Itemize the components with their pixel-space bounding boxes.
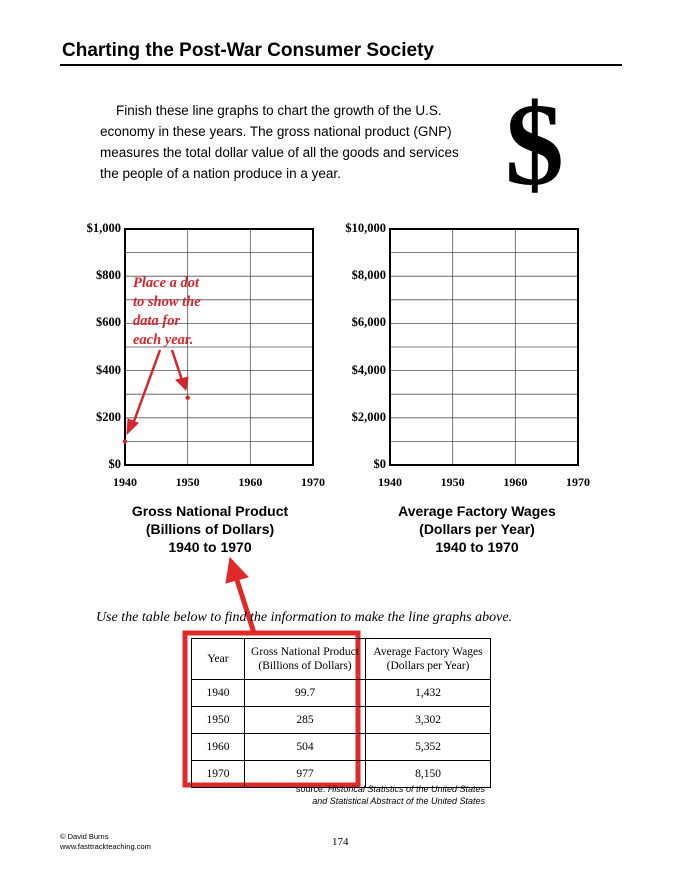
arrow-head — [176, 377, 188, 390]
annotation-line: each year. — [133, 332, 194, 348]
chart-title-line: (Dollars per Year) — [419, 521, 535, 537]
gnp-x-tick-label: 1940 — [113, 475, 137, 489]
gnp-x-tick-label: 1970 — [301, 475, 325, 489]
intro-line: measures the total dollar value of all the goods and services — [100, 145, 459, 160]
wages-x-tick-label: 1970 — [566, 475, 590, 489]
annotation-line: to show the — [133, 294, 201, 310]
table-cell: 1950 — [192, 707, 245, 734]
gnp-y-tick-label: $400 — [96, 362, 121, 377]
source-citation: source: Historical Statistics of the United States and Statistical Abstract of the United States — [295, 784, 485, 806]
gnp-y-tick-label: $1,000 — [86, 221, 121, 235]
wages-x-tick-label: 1950 — [440, 475, 465, 489]
table-header-year: Year — [192, 639, 245, 680]
table-cell: 8,150 — [366, 761, 491, 788]
chart-title-line: 1940 to 1970 — [168, 539, 252, 555]
table-cell: 285 — [245, 707, 366, 734]
chart-title-line: Average Factory Wages — [398, 503, 556, 519]
table-row — [192, 680, 491, 707]
intro-line: economy in these years. The gross national product (GNP) — [100, 124, 452, 139]
page-title: Charting the Post-War Consumer Society — [62, 40, 434, 61]
wages-chart-grid — [390, 229, 578, 465]
chart-title-line: (Billions of Dollars) — [145, 521, 275, 537]
copyright: © David Burns www.fasttrackteaching.com — [60, 832, 151, 851]
annotation-note — [133, 274, 201, 350]
gnp-chart-points — [123, 396, 190, 444]
annotation-line: Place a dot — [133, 275, 200, 291]
intro-line: the people of a nation produce in a year. — [100, 166, 341, 181]
wages-y-tick-label: $10,000 — [345, 221, 386, 235]
gnp-data-point — [185, 396, 189, 400]
data-table — [191, 638, 491, 788]
table-cell: 3,302 — [366, 707, 491, 734]
wages-y-tick-label: $8,000 — [351, 268, 386, 283]
gnp-x-tick-label: 1960 — [238, 475, 263, 489]
table-cell: 1960 — [192, 734, 245, 761]
table-cell: 1970 — [192, 761, 245, 788]
gnp-x-tick-label: 1950 — [175, 475, 200, 489]
gnp-data-point — [123, 439, 127, 443]
table-row — [192, 734, 491, 761]
gnp-y-tick-label: $800 — [96, 268, 121, 283]
arrow-head — [127, 419, 138, 434]
wages-y-tick-label: $2,000 — [351, 409, 386, 424]
gnp-y-tick-label: $200 — [96, 409, 121, 424]
page-number: 174 — [332, 836, 349, 848]
wages-y-tick-label: $0 — [373, 457, 386, 471]
wages-chart-title — [347, 502, 607, 556]
table-cell: 99.7 — [245, 680, 366, 707]
dollar-sign-icon: $ — [505, 79, 564, 210]
wages-x-tick-label: 1960 — [503, 475, 528, 489]
chart-title-line: 1940 to 1970 — [435, 539, 519, 555]
gnp-chart-title — [80, 502, 340, 556]
table-header-wages: Average Factory Wages (Dollars per Year) — [366, 639, 491, 680]
table-cell: 5,352 — [366, 734, 491, 761]
highlight-arrow-head — [226, 558, 248, 583]
table-instruction: Use the table below to find the information to make the line graphs above. — [96, 610, 513, 625]
table-header-row — [192, 639, 491, 680]
wages-y-tick-label: $4,000 — [351, 362, 386, 377]
arrow-line — [172, 350, 182, 380]
intro-line: Finish these line graphs to chart the growth of the U.S. — [116, 103, 442, 118]
arrow-line — [133, 350, 160, 424]
gnp-y-tick-label: $0 — [108, 457, 121, 471]
table-cell: 1940 — [192, 680, 245, 707]
wages-y-tick-label: $6,000 — [351, 315, 386, 330]
table-cell: 1,432 — [366, 680, 491, 707]
table-cell: 504 — [245, 734, 366, 761]
gnp-y-tick-label: $600 — [96, 315, 121, 330]
wages-x-tick-label: 1940 — [378, 475, 402, 489]
chart-title-line: Gross National Product — [131, 503, 289, 519]
table-header-gnp: Gross National Product (Billions of Dollars) — [245, 639, 366, 680]
annotation-arrows — [127, 350, 188, 434]
table-cell: 977 — [245, 761, 366, 788]
table-row — [192, 707, 491, 734]
annotation-line: data for — [133, 313, 181, 329]
